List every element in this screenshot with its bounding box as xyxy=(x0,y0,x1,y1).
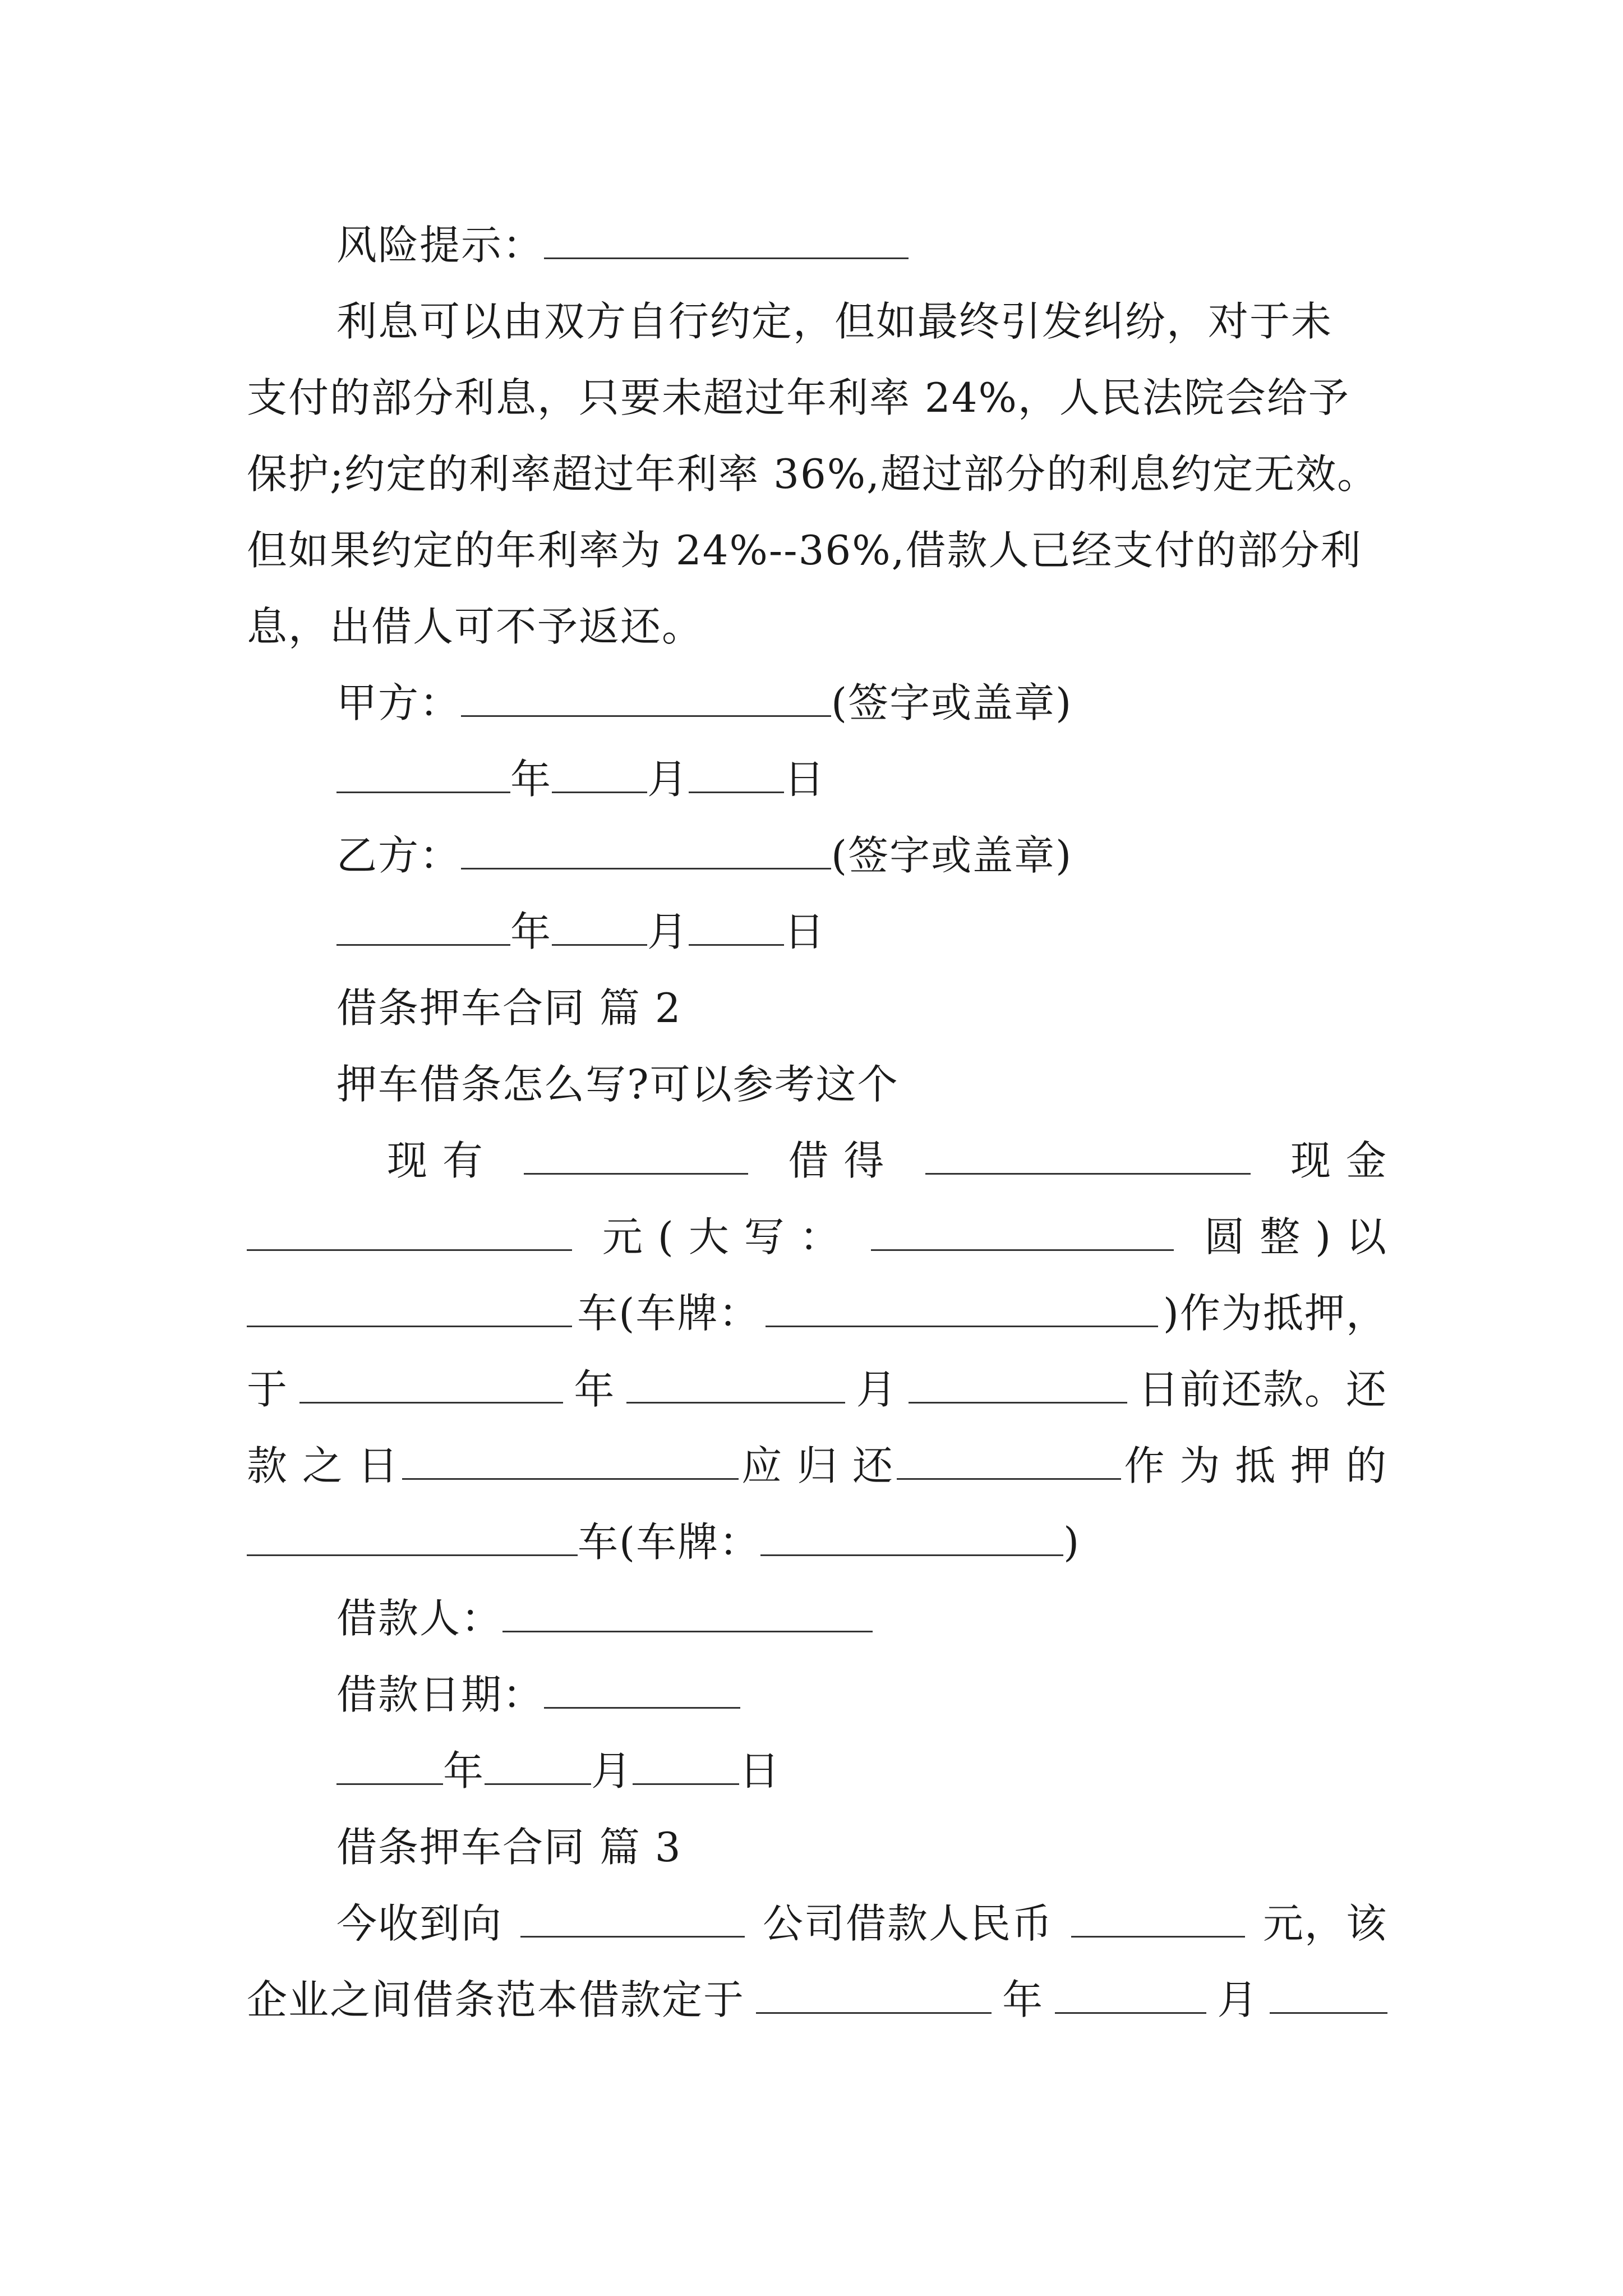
year-label: 年 xyxy=(443,1747,485,1795)
party-b-line xyxy=(336,830,1072,881)
s2-line-3 xyxy=(247,1288,1387,1338)
day-blank xyxy=(633,1749,739,1785)
interest-line-5: 息，出借人可不予返还。 xyxy=(247,603,704,650)
s2-l2-blank-1 xyxy=(247,1214,572,1251)
month-blank xyxy=(485,1749,591,1785)
s2-line-4 xyxy=(247,1364,1387,1415)
s2-l1-a: 现 有 xyxy=(387,1137,484,1184)
interest-line-4: 但如果约定的年利率为 24%--36%,借款人已经支付的部分利 xyxy=(247,527,1362,574)
party-a-blank xyxy=(461,680,831,717)
s2-l2-b: 圆 整 ) 以 xyxy=(1204,1213,1387,1260)
s3-l2-blank-3 xyxy=(1270,1977,1387,2014)
section-2-title: 借条押车合同 篇 2 xyxy=(336,984,682,1032)
s2-l3-a: 车(车牌： xyxy=(577,1290,760,1337)
party-a-date-line xyxy=(336,754,826,804)
borrow-date-label: 借款日期： xyxy=(336,1671,545,1718)
borrow-date-ymd-line xyxy=(336,1746,781,1796)
s3-l1-a: 今收到向 xyxy=(336,1900,503,1947)
party-b-date-line xyxy=(336,907,826,957)
s2-l5-a: 款 之 日 xyxy=(247,1442,399,1489)
borrow-date-blank xyxy=(544,1672,740,1709)
s2-l3-blank-2 xyxy=(766,1291,1158,1327)
party-b-label: 乙方： xyxy=(336,832,462,879)
party-b-sign-note: (签字或盖章) xyxy=(831,832,1073,879)
day-blank xyxy=(689,909,784,946)
month-blank xyxy=(552,909,647,946)
month-label: 月 xyxy=(647,908,689,955)
month-blank xyxy=(552,757,647,793)
year-blank xyxy=(336,909,510,946)
risk-label: 风险提示： xyxy=(336,222,545,269)
s2-l1-blank-2 xyxy=(925,1138,1251,1175)
s3-l1-blank-2 xyxy=(1071,1901,1245,1938)
s2-l4-blank-2 xyxy=(626,1367,845,1404)
s2-l5-b: 应 归 还 xyxy=(741,1442,894,1489)
year-blank xyxy=(336,757,510,793)
s2-l4-blank-3 xyxy=(909,1367,1127,1404)
interest-line-2: 支付的部分利息，只要未超过年利率 24%，人民法院会给予 xyxy=(247,374,1350,421)
party-a-sign-note: (签字或盖章) xyxy=(831,679,1073,726)
s2-l6-blank-2 xyxy=(760,1520,1063,1556)
s2-l5-blank-1 xyxy=(402,1443,739,1480)
s2-line-5 xyxy=(247,1441,1387,1491)
s2-l3-blank-1 xyxy=(247,1291,572,1327)
s3-l2-blank-2 xyxy=(1055,1977,1206,2014)
s2-l3-b: )作为抵押， xyxy=(1163,1290,1387,1337)
s2-l1-b: 借 得 xyxy=(788,1137,886,1184)
year-label: 年 xyxy=(510,908,552,955)
party-a-label: 甲方： xyxy=(336,679,462,726)
s2-l5-blank-2 xyxy=(897,1443,1121,1480)
borrower-label: 借款人： xyxy=(336,1595,503,1642)
s3-l2-a: 企业之间借条范本借款定于 xyxy=(247,1976,745,2023)
s2-l6-blank-1 xyxy=(247,1520,578,1556)
s2-l1-c: 现 金 xyxy=(1290,1137,1387,1184)
s3-l2-month: 月 xyxy=(1217,1976,1259,2023)
s2-l2-a: 元 ( 大 写 ： xyxy=(602,1213,841,1260)
risk-blank xyxy=(544,223,909,259)
s3-l1-c: 元，该 xyxy=(1262,1900,1387,1947)
day-label: 日 xyxy=(784,908,826,955)
s2-l4-a: 于 xyxy=(247,1366,289,1413)
party-b-blank xyxy=(461,833,831,869)
borrower-blank xyxy=(502,1596,873,1632)
s2-l1-blank-1 xyxy=(524,1138,748,1175)
risk-line xyxy=(336,220,909,270)
s2-l6-a: 车(车牌： xyxy=(578,1519,761,1566)
s2-line-1 xyxy=(247,1135,1387,1186)
day-blank xyxy=(689,757,784,793)
s2-line-2 xyxy=(247,1212,1387,1262)
s2-l4-b: 日前还款。还 xyxy=(1138,1366,1387,1413)
year-label: 年 xyxy=(510,756,552,803)
day-label: 日 xyxy=(739,1747,781,1795)
interest-line-3: 保护;约定的利率超过年利率 36%,超过部分的利息约定无效。 xyxy=(247,450,1379,498)
s3-l2-blank-1 xyxy=(756,1977,992,2014)
section-3-title: 借条押车合同 篇 3 xyxy=(336,1824,682,1871)
s2-l4-month: 月 xyxy=(856,1366,898,1413)
s3-line-1 xyxy=(336,1898,1387,1949)
borrow-date-line xyxy=(336,1669,740,1720)
day-label: 日 xyxy=(784,756,826,803)
section-2-intro: 押车借条怎么写?可以参考这个 xyxy=(336,1061,899,1108)
s3-l2-year: 年 xyxy=(1002,1976,1044,2023)
s3-line-2 xyxy=(247,1975,1387,2025)
month-label: 月 xyxy=(647,756,689,803)
s2-l4-blank-1 xyxy=(299,1367,563,1404)
interest-line-1: 利息可以由双方自行约定，但如最终引发纠纷，对于未 xyxy=(336,298,1333,345)
s2-l5-c: 作 为 抵 押 的 xyxy=(1124,1442,1387,1489)
month-label: 月 xyxy=(591,1747,633,1795)
s2-l4-year: 年 xyxy=(574,1366,616,1413)
s3-l1-b: 公司借款人民币 xyxy=(762,1900,1053,1947)
party-a-line xyxy=(336,678,1072,728)
borrower-line xyxy=(336,1593,873,1644)
year-blank xyxy=(336,1749,443,1785)
s2-line-6 xyxy=(247,1517,1080,1567)
s2-l6-b: ) xyxy=(1063,1519,1081,1566)
s2-l2-blank-2 xyxy=(871,1214,1174,1251)
s3-l1-blank-1 xyxy=(520,1901,745,1938)
